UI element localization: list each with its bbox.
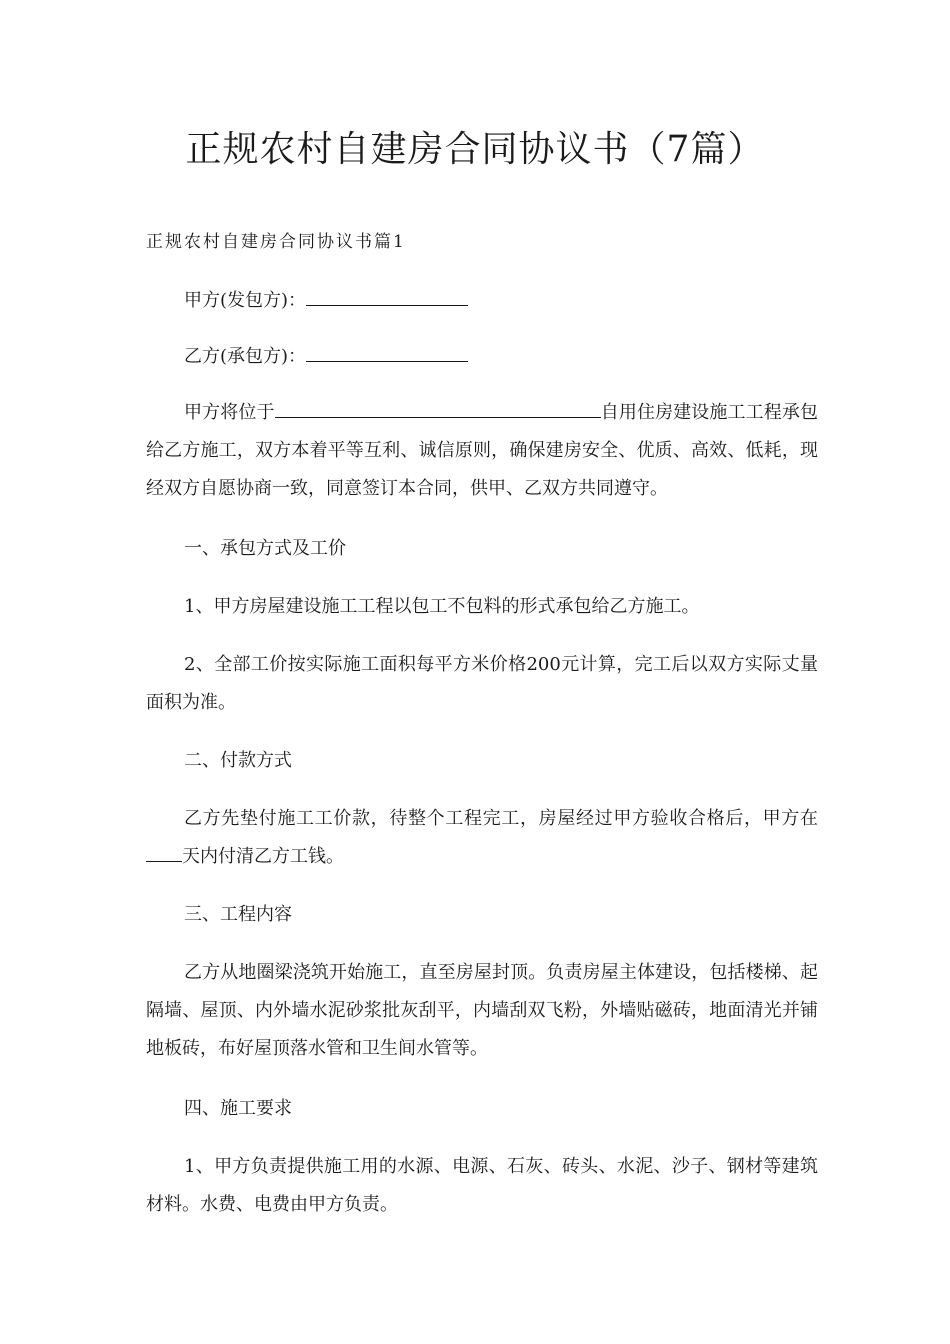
party-b-line (146, 338, 818, 376)
section2-prefix: 乙方先垫付施工工价款，待整个工程完工，房屋经过甲方验收合格后，甲方在 (184, 808, 818, 829)
document-title: 正规农村自建房合同协议书（7篇） (185, 129, 765, 170)
section3-body: 乙方从地圈梁浇筑开始施工，直至房屋封顶。负责房屋主体建设，包括楼梯、起隔墙、屋顶、内外墙水泥砂浆批灰刮平，内墙刮双飞粉，外墙贴磁砖，地面清光并铺地板砖，布好屋顶落水管和卫生间水管等。 (146, 962, 818, 1059)
section4-item1: 1、甲方负责提供施工用的水源、电源、石灰、砖头、水泥、沙子、钢材等建筑材料。水费、电费由甲方负责。 (146, 1156, 818, 1215)
section4-heading: 四、施工要求 (184, 1098, 292, 1119)
section2-suffix: 天内付清乙方工钱。 (182, 846, 344, 867)
location-blank (275, 397, 601, 418)
section3-heading: 三、工程内容 (184, 904, 292, 925)
section2-heading: 二、付款方式 (184, 750, 292, 771)
intro-prefix: 甲方将位于 (184, 402, 275, 423)
section1-item1: 1、甲方房屋建设施工工程以包工不包料的形式承包给乙方施工。 (184, 596, 700, 617)
party-a-label: 甲方(发包方)： (184, 290, 307, 311)
party-b-label: 乙方(承包方)： (184, 346, 307, 367)
section1-item2: 2、全部工价按实际施工面积每平方米价格200元计算，完工后以双方实际丈量面积为准。 (146, 654, 818, 713)
intro-paragraph (146, 394, 818, 508)
section1-heading: 一、承包方式及工价 (184, 538, 346, 559)
party-a-blank (306, 285, 468, 306)
days-blank (146, 841, 182, 862)
section2-body (146, 800, 818, 876)
party-b-blank (306, 341, 468, 362)
party-a-line (146, 282, 818, 320)
document-subtitle: 正规农村自建房合同协议书篇1 (146, 232, 406, 252)
intro-suffix: 自用住房建设施工工程承包给乙方施工，双方本着平等互利、诚信原则，确保建房安全、优质、高效、低耗，现经双方自愿协商一致，同意签订本合同，供甲、乙双方共同遵守。 (146, 402, 819, 499)
